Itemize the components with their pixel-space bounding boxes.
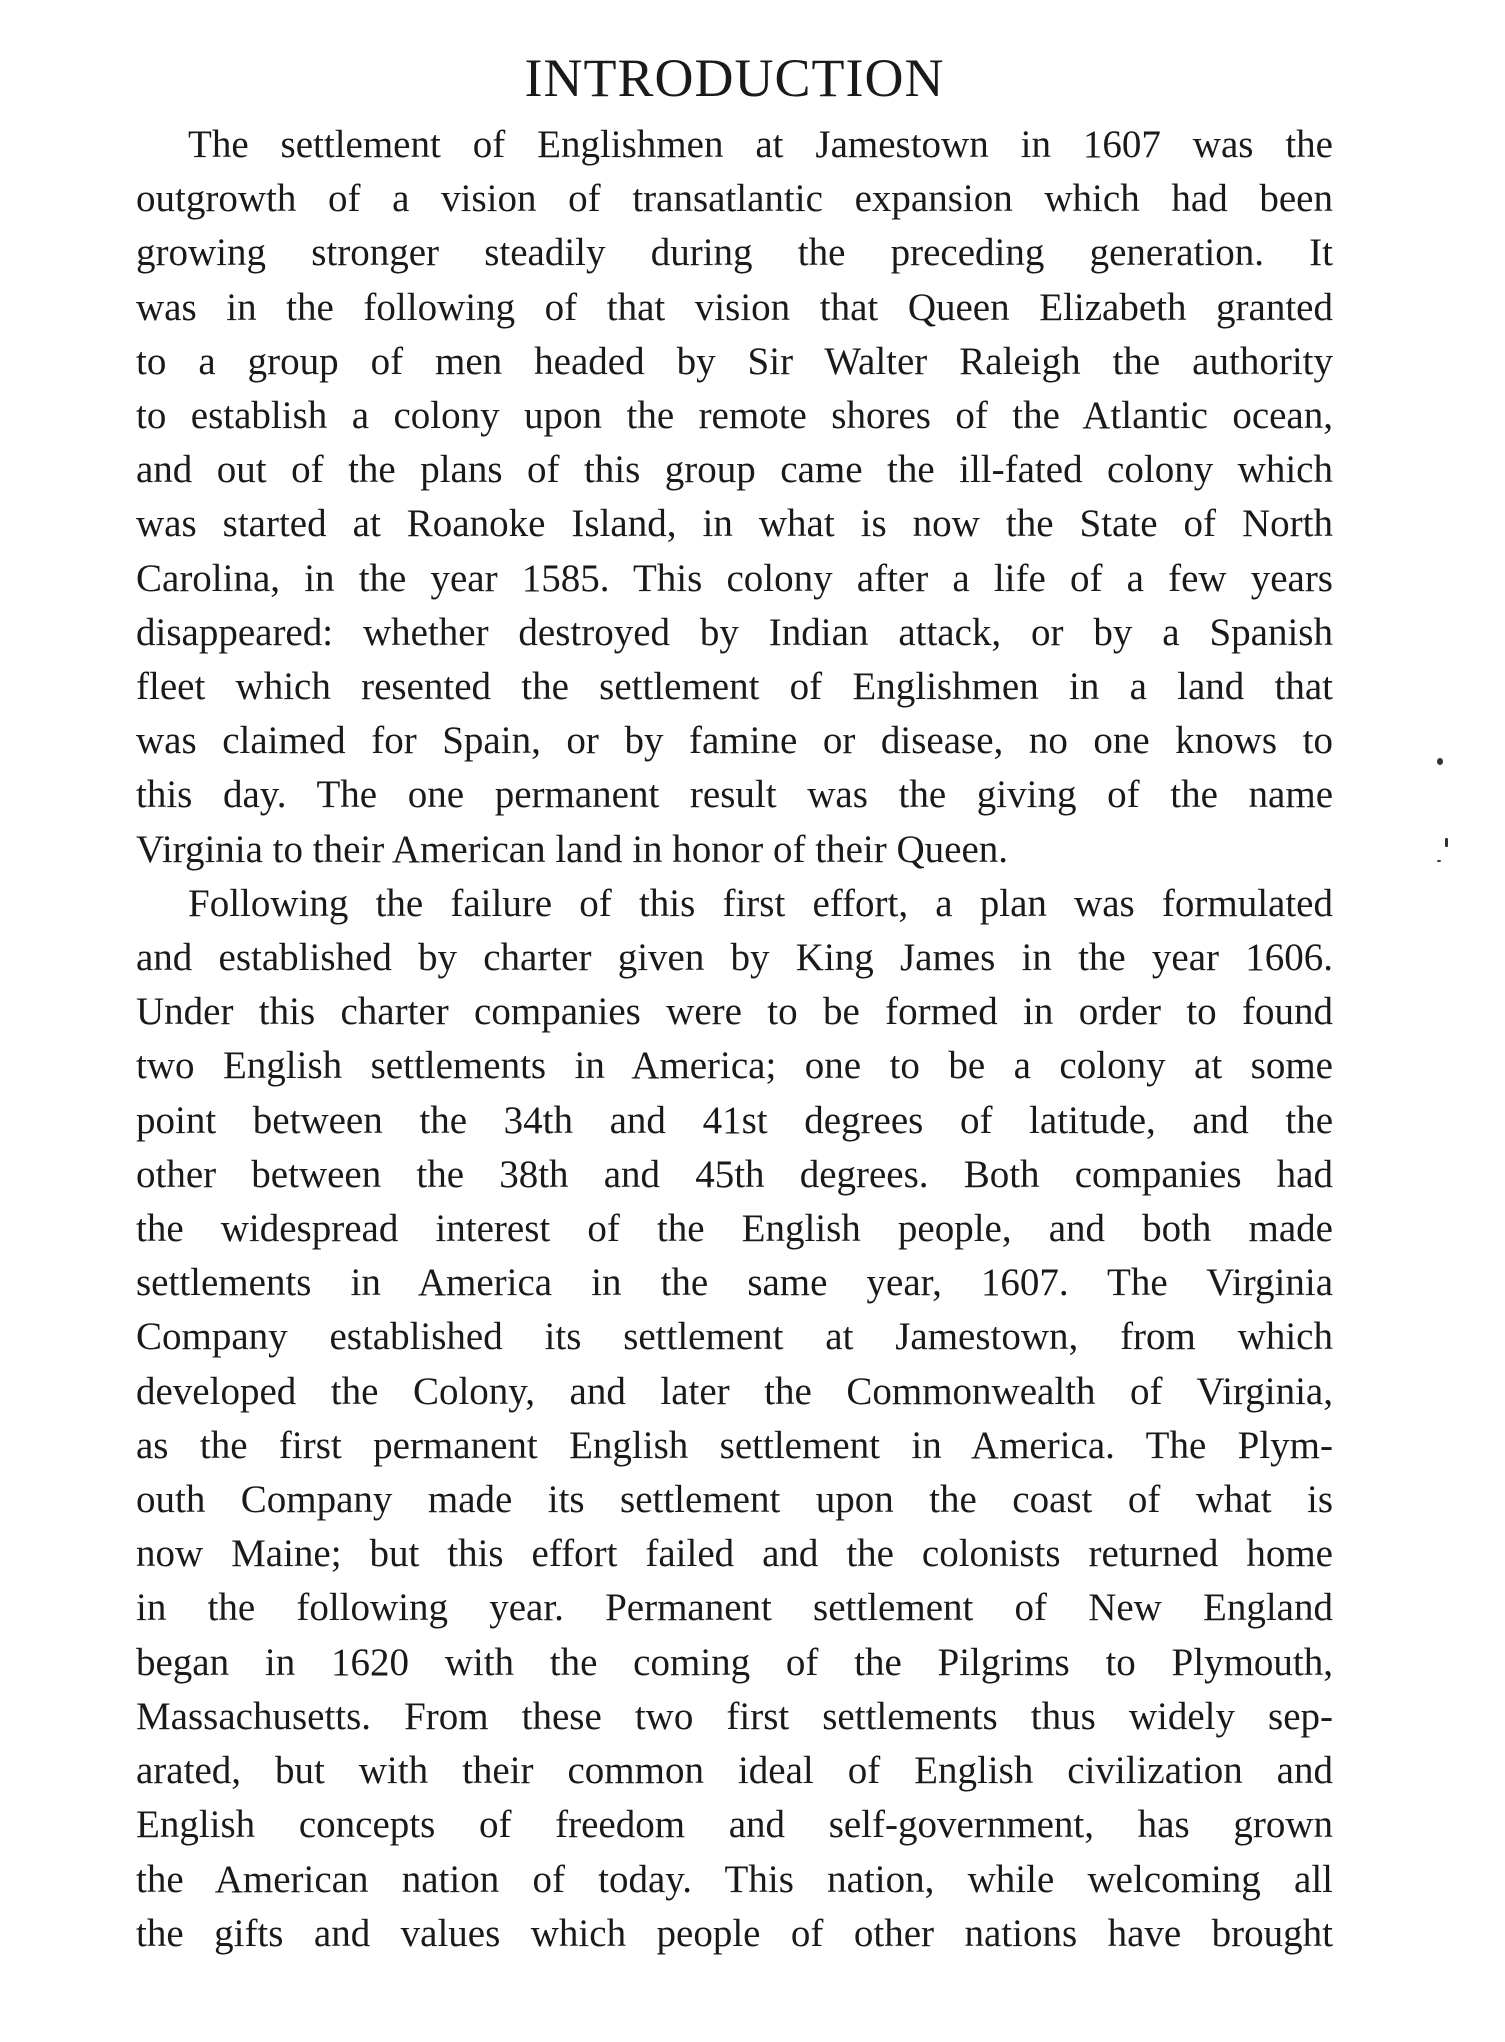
text-line: to establish a colony upon the remote shores of the Atlantic ocean, (136, 394, 1333, 438)
scan-speck (1437, 860, 1441, 862)
text-line: fleet which resented the settlement of Englishmen in a land that (136, 665, 1333, 709)
text-line: to a group of men headed by Sir Walter Raleigh the authority (136, 339, 1333, 383)
text-line: the widespread interest of the English people, and both made (136, 1207, 1333, 1251)
text-line: as the first permanent English settlement in America. The Plym- (136, 1423, 1333, 1467)
page-title: INTRODUCTION (524, 48, 945, 108)
text-line: developed the Colony, and later the Commonwealth of Virginia, (136, 1369, 1333, 1413)
scan-speck (1437, 758, 1443, 765)
text-line: two English settlements in America; one to be a colony at some (136, 1044, 1333, 1088)
text-line: other between the 38th and 45th degrees. Both companies had (136, 1152, 1333, 1196)
text-line: was in the following of that vision that Queen Elizabeth granted (136, 285, 1333, 329)
text-line: now Maine; but this effort failed and the colonists returned home (136, 1532, 1333, 1576)
text-line: The settlement of Englishmen at Jamestown in 1607 was the (188, 123, 1333, 166)
text-line: and out of the plans of this group came the ill-fated colony which (136, 448, 1333, 492)
text-line: outh Company made its settlement upon the coast of what is (136, 1478, 1333, 1522)
text-line: Carolina, in the year 1585. This colony after a life of a few years (136, 556, 1333, 600)
text-line: was claimed for Spain, or by famine or disease, no one knows to (136, 719, 1333, 763)
text-line: outgrowth of a vision of transatlantic expansion which had been (136, 177, 1333, 221)
text-line: point between the 34th and 41st degrees of latitude, and the (136, 1098, 1333, 1142)
paragraph-2 (136, 877, 1333, 1961)
scan-speck (1445, 838, 1448, 847)
text-line: English concepts of freedom and self-government, has grown (136, 1803, 1333, 1847)
text-line: began in 1620 with the coming of the Pilgrims to Plymouth, (136, 1640, 1333, 1684)
text-line: the gifts and values which people of other nations have brought (136, 1911, 1333, 1955)
text-line: Under this charter companies were to be formed in order to found (136, 990, 1333, 1034)
text-line: arated, but with their common ideal of English civilization and (136, 1749, 1333, 1793)
document-page (136, 38, 1333, 1961)
text-line: in the following year. Permanent settlement of New England (136, 1586, 1333, 1630)
text-line: this day. The one permanent result was the giving of the name (136, 773, 1333, 817)
text-line: and established by charter given by King James in the year 1606. (136, 936, 1333, 980)
text-line: was started at Roanoke Island, in what is now the State of North (136, 502, 1333, 546)
text-line: the American nation of today. This nation, while welcoming all (136, 1857, 1333, 1901)
text-line: disappeared: whether destroyed by Indian attack, or by a Spanish (136, 610, 1333, 654)
paragraph-1 (136, 118, 1333, 877)
text-line: Virginia to their American land in honor of their Queen. (136, 827, 1009, 871)
text-line: Following the failure of this first effort, a plan was formulated (188, 881, 1333, 925)
text-line: growing stronger steadily during the preceding generation. It (136, 231, 1333, 275)
text-line: Massachusetts. From these two first settlements thus widely sep- (136, 1694, 1333, 1738)
text-line: settlements in America in the same year, 1607. The Virginia (136, 1261, 1333, 1305)
text-line: Company established its settlement at Jamestown, from which (136, 1315, 1333, 1359)
